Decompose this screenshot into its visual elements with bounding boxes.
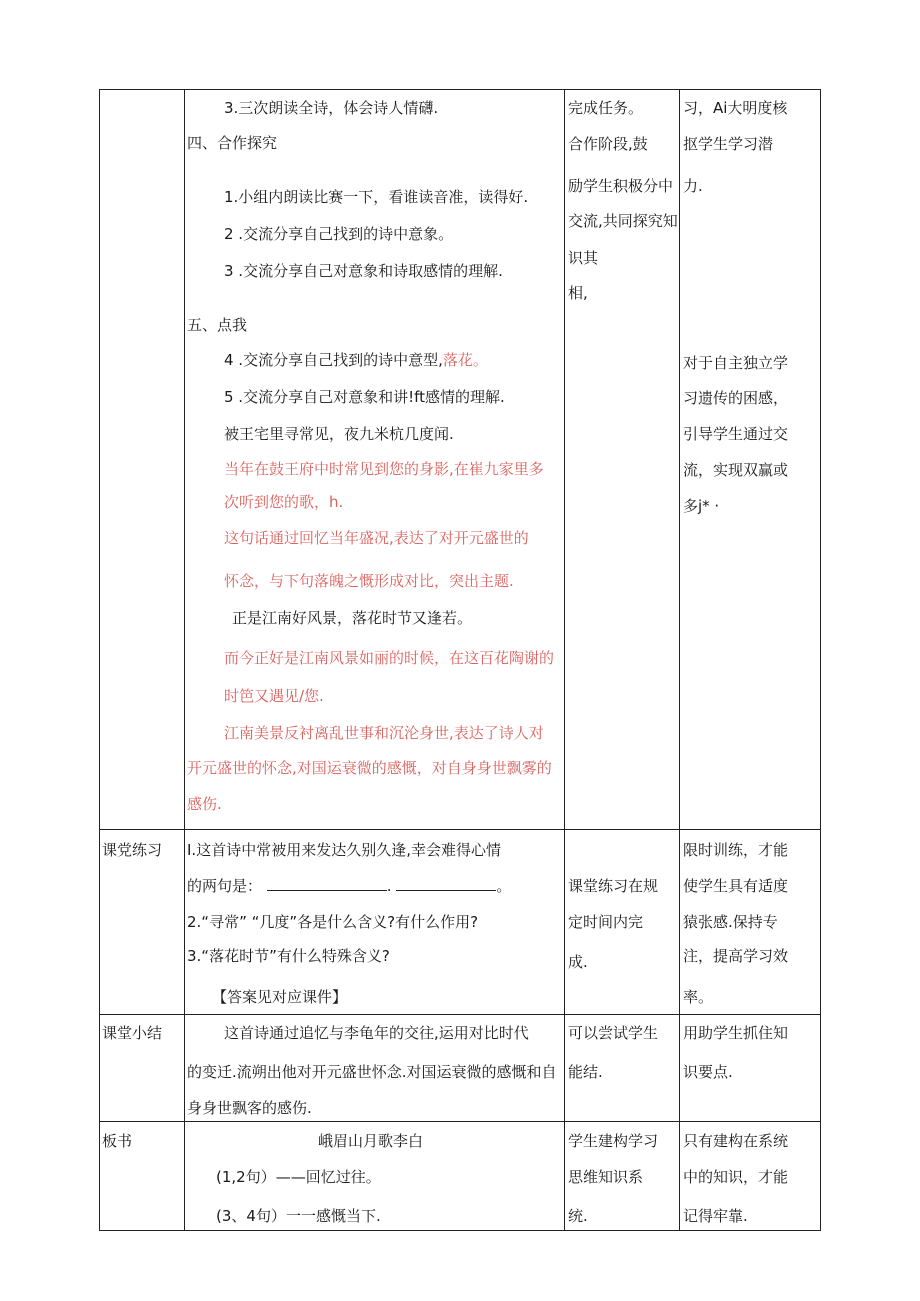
- table-col-divider-2: [564, 89, 565, 1231]
- content-line: 3 .交流分享自己对意象和诗取感情的理解.: [224, 262, 503, 280]
- design-intent-line: 对于自主独立学: [683, 354, 789, 372]
- row-label-summary: 课堂小结: [102, 1024, 163, 1042]
- board-title: 峨眉山月歌李白: [318, 1132, 424, 1150]
- board-line: (3、4句）一一感慨当下.: [216, 1207, 381, 1225]
- summary-line: 身身世飘客的感伤.: [187, 1099, 312, 1117]
- design-intent-line: 猿张感.保持专: [683, 913, 778, 931]
- answer-blank-1[interactable]: [267, 878, 387, 891]
- student-activity-line: 识其: [568, 249, 599, 267]
- row-divider-1: [99, 829, 821, 830]
- blank-prefix: 的两句是：: [187, 877, 263, 895]
- design-intent-line: 识要点.: [683, 1063, 733, 1081]
- translation-line: 时笆又遇见/您.: [224, 687, 324, 705]
- practice-question: I.这首诗中常被用来发达久别久逢,幸会难得心情: [187, 841, 501, 859]
- section-heading: 五、点我: [187, 316, 248, 334]
- translation-line: 次听到您的歌，h.: [224, 493, 344, 511]
- table-top-border: [99, 89, 821, 90]
- poem-line: 正是江南好风景，落花时节又逢若。: [232, 609, 473, 627]
- table-right-border: [820, 89, 821, 1231]
- student-activity-line: 相,: [568, 284, 588, 302]
- student-activity-line: 励学生积极分中: [568, 177, 674, 195]
- analysis-line: 这句话通过回忆当年盛况,表达了对开元盛世的: [224, 529, 529, 547]
- student-activity-line: 统.: [568, 1207, 588, 1225]
- content-line: 3.三次朗读全诗，体会诗人情礴.: [224, 99, 439, 117]
- board-line: (1,2句）——回忆过往。: [216, 1168, 381, 1186]
- analysis-line: 开元盛世的怀念,对国运衰微的感慨，对自身身世飘雾的: [187, 759, 552, 777]
- design-intent-line: 抠学生学习潜: [683, 135, 774, 153]
- design-intent-line: 用助学生抓住知: [683, 1024, 789, 1042]
- row-divider-2: [99, 1014, 821, 1015]
- answer-blank-2[interactable]: [396, 878, 496, 891]
- practice-question-blanks: [187, 877, 511, 895]
- content-line-highlight: 落花。: [442, 351, 488, 369]
- blank-separator: .: [386, 877, 392, 895]
- design-intent-line: 力.: [683, 177, 703, 195]
- translation-line: 而今正好是江南风景如丽的时候，在这百花陶谢的: [224, 649, 555, 667]
- content-line: 2 .交流分享自己找到的诗中意象。: [224, 225, 454, 243]
- table-col-divider-3: [679, 89, 680, 1231]
- student-activity-line: 合作阶段,鼓: [568, 135, 648, 153]
- blank-end: 。: [496, 877, 512, 895]
- design-intent-line: 习遗传的困感，: [683, 389, 789, 407]
- student-activity-line: 交流,共同探究知: [568, 212, 678, 230]
- summary-line: 的变迁.流朔出他对开元盛世怀念.对国运衰微的感慨和自: [187, 1063, 557, 1081]
- design-intent-line: 引导学生通过交: [683, 425, 789, 443]
- practice-question: 3.“落花时节”有什么特殊含义?: [187, 947, 390, 965]
- row-label-board: 板书: [102, 1132, 133, 1150]
- student-activity-line: 课堂练习在规: [568, 877, 659, 895]
- analysis-line: 感伤.: [187, 795, 222, 813]
- summary-line: 这首诗通过追忆与李龟年的交往,运用对比时代: [224, 1024, 529, 1042]
- content-line: 5 .交流分享自己对意象和讲!ft感情的理解.: [224, 388, 505, 406]
- design-intent-line: 注，提高学习效: [683, 947, 789, 965]
- table-col-divider-1: [184, 89, 185, 1231]
- row-divider-3: [99, 1121, 821, 1122]
- table-bottom-border: [99, 1230, 821, 1231]
- student-activity-line: 能结.: [568, 1063, 603, 1081]
- student-activity-line: 成.: [568, 953, 588, 971]
- design-intent-line: 中的知识，才能: [683, 1168, 789, 1186]
- design-intent-line: 限时训练，才能: [683, 841, 789, 859]
- student-activity-line: 完成任务。: [568, 99, 644, 117]
- poem-line: 被王宅里寻常见，夜九米杭几度闻.: [224, 425, 454, 443]
- design-intent-line: 记得牢靠.: [683, 1207, 748, 1225]
- student-activity-line: 可以尝试学生: [568, 1024, 659, 1042]
- content-line: 1.小组内朗读比赛一下，看谁读音准，读得好.: [224, 188, 529, 206]
- table-left-border: [99, 89, 100, 1231]
- analysis-line: 怀念，与下句落魄之慨形成对比，突出主题.: [224, 572, 514, 590]
- student-activity-line: 定时间内完: [568, 913, 644, 931]
- design-intent-line: 使学生具有适度: [683, 877, 789, 895]
- student-activity-line: 思维知识系: [568, 1168, 644, 1186]
- answer-note: 【答案见对应课件】: [212, 988, 348, 1006]
- design-intent-line: 率。: [683, 988, 714, 1006]
- section-heading: 四、合作探究: [187, 134, 278, 152]
- student-activity-line: 学生建构学习: [568, 1132, 659, 1150]
- row-label-practice: 课党练习: [102, 841, 163, 859]
- design-intent-line: 习，Ai大明度核: [683, 99, 788, 117]
- design-intent-line: 多j* ·: [683, 497, 720, 515]
- translation-line: 当年在鼓王府中时常见到您的身影,在崔九家里多: [224, 460, 544, 478]
- content-line-main: 4 .交流分享自己找到的诗中意型,: [224, 351, 443, 369]
- design-intent-line: 流，实现双赢或: [683, 461, 789, 479]
- practice-question: 2.“寻常” “几度”各是什么含义?有什么作用?: [187, 913, 479, 931]
- analysis-line: 江南美景反衬离乱世事和沉沦身世,表达了诗人对: [224, 724, 544, 742]
- design-intent-line: 只有建构在系统: [683, 1132, 789, 1150]
- content-line: [224, 351, 488, 369]
